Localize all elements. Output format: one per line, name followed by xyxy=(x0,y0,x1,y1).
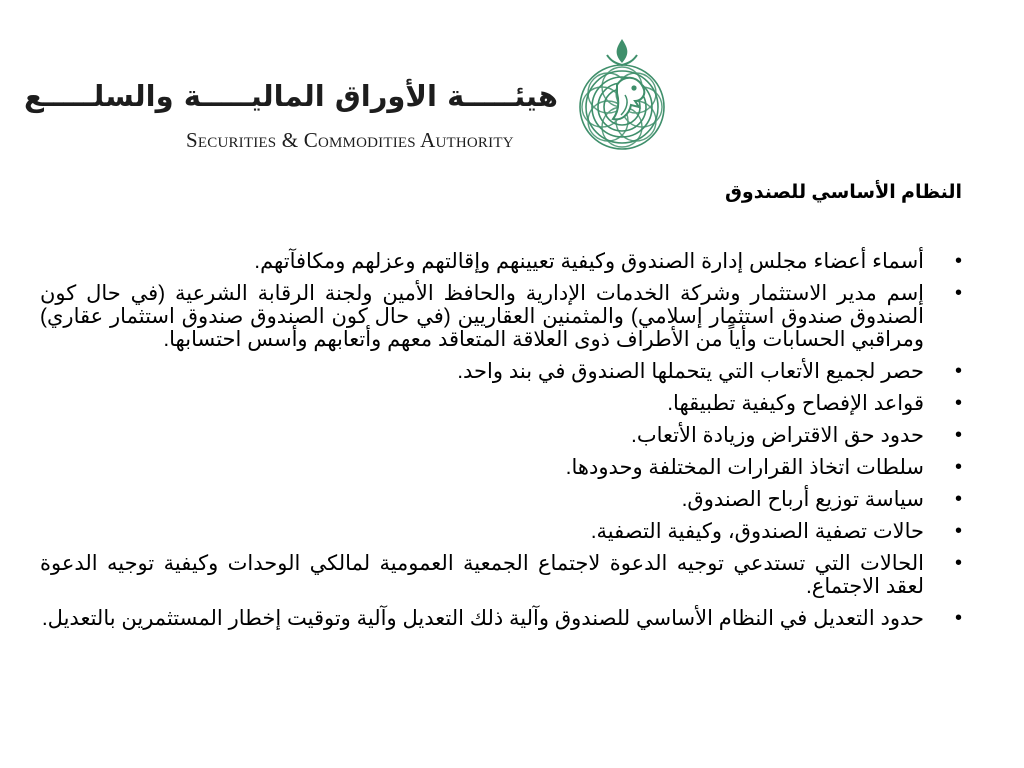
bullet-icon: • xyxy=(954,424,962,446)
bullet-icon: • xyxy=(954,520,962,542)
bullet-icon: • xyxy=(954,607,962,629)
list-item xyxy=(40,250,964,273)
list-item-text: حدود التعديل في النظام الأساسي للصندوق وآلية ذلك التعديل وآلية وتوقيت إخطار المستثمرين بالتعديل. xyxy=(41,607,924,630)
falcon-rosette-logo-icon xyxy=(577,35,667,165)
list-item-text: حدود حق الاقتراض وزيادة الأتعاب. xyxy=(631,424,924,447)
list-item xyxy=(40,456,964,479)
list-item-text: أسماء أعضاء مجلس إدارة الصندوق وكيفية تعيينهم وإقالتهم وعزلهم ومكافآتهم. xyxy=(254,250,924,273)
list-item xyxy=(40,424,964,447)
list-item-text: الحالات التي تستدعي توجيه الدعوة لاجتماع الجمعية العمومية لمالكي الوحدات وكيفية توجيه الدعوة لعقد الاجتماع. xyxy=(40,552,924,598)
bullet-icon: • xyxy=(954,282,962,304)
list-item-text: سياسة توزيع أرباح الصندوق. xyxy=(681,488,924,511)
list-item xyxy=(40,392,964,415)
list-item xyxy=(40,552,964,598)
bullet-list xyxy=(40,250,964,630)
bullet-icon: • xyxy=(954,360,962,382)
bullet-icon: • xyxy=(954,456,962,478)
bullet-icon: • xyxy=(954,250,962,272)
logo-arabic-name: هيئـــــة الأوراق الماليـــــة والسلـــــع xyxy=(24,79,558,113)
bullet-icon: • xyxy=(954,552,962,574)
list-item-text: قواعد الإفصاح وكيفية تطبيقها. xyxy=(667,392,924,415)
list-item xyxy=(40,360,964,383)
bullet-icon: • xyxy=(954,392,962,414)
list-item-text: حصر لجميع الأتعاب التي يتحملها الصندوق في بند واحد. xyxy=(457,360,924,383)
page-title: النظام الأساسي للصندوق xyxy=(724,182,962,203)
list-item-text: سلطات اتخاذ القرارات المختلفة وحدودها. xyxy=(565,456,924,479)
list-item-text: حالات تصفية الصندوق، وكيفية التصفية. xyxy=(590,520,924,543)
list-item xyxy=(40,520,964,543)
list-item-text: إسم مدير الاستثمار وشركة الخدمات الإدارية والحافظ الأمين ولجنة الرقابة الشرعية (في حال كون الصندوق صندوق استثمار إسلامي) والمثمنين العقاريين (في حال كون الصندوق صندوق استثمار عقاري) ومراقبي الحسابات وأياً من الأطراف ذوى العلاقة المتعاقد معهم وأتعابهم وأسس احتسابها. xyxy=(40,282,924,351)
logo-english-name: Securities & Commodities Authority xyxy=(186,128,514,152)
list-item xyxy=(40,282,964,351)
bullet-list-container xyxy=(40,250,964,639)
list-item xyxy=(40,488,964,511)
header-logo xyxy=(24,35,670,170)
bullet-icon: • xyxy=(954,488,962,510)
list-item xyxy=(40,607,964,630)
